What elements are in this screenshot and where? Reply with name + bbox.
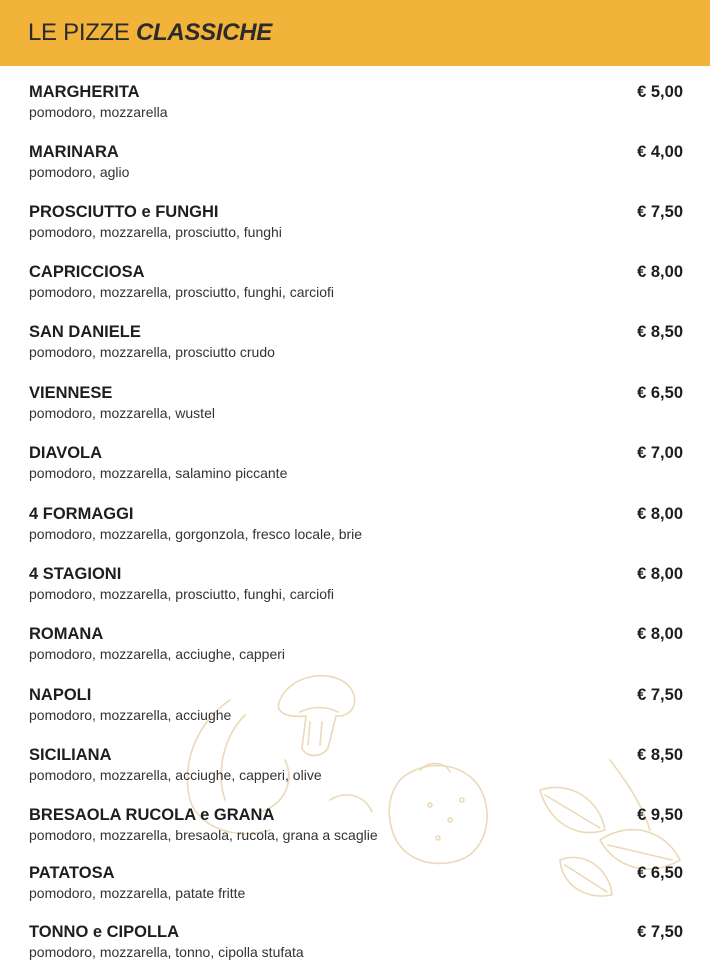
item-price: € 4,00 — [637, 143, 683, 161]
title-bold: CLASSICHE — [136, 19, 272, 46]
item-description: pomodoro, mozzarella, acciughe, capperi — [29, 646, 286, 662]
menu-item-bresaola-rucola-grana — [29, 805, 683, 849]
item-price: € 6,50 — [637, 384, 683, 402]
item-name: MARGHERITA — [29, 83, 140, 101]
item-price: € 8,00 — [637, 625, 683, 643]
item-price: € 7,50 — [637, 203, 683, 221]
item-name: ROMANA — [29, 625, 104, 643]
item-price: € 6,50 — [637, 864, 683, 882]
item-price: € 8,00 — [637, 565, 683, 583]
title-plain: LE PIZZE — [28, 19, 136, 46]
item-price: € 7,00 — [637, 444, 683, 462]
menu-item-4-stagioni — [29, 564, 683, 608]
item-description: pomodoro, aglio — [29, 164, 130, 180]
menu-item-4-formaggi — [29, 504, 683, 548]
item-name: NAPOLI — [29, 686, 92, 704]
menu-item-napoli — [29, 685, 683, 729]
item-name: BRESAOLA RUCOLA e GRANA — [29, 806, 275, 824]
item-name: MARINARA — [29, 143, 119, 161]
item-description: pomodoro, mozzarella, prosciutto, funghi — [29, 224, 282, 240]
menu-item-marinara — [29, 142, 683, 186]
item-description: pomodoro, mozzarella, tonno, cipolla stufata — [29, 944, 304, 960]
item-description: pomodoro, mozzarella, prosciutto, funghi, carciofi — [29, 586, 335, 602]
item-price: € 8,00 — [637, 505, 683, 523]
item-price: € 8,50 — [637, 746, 683, 764]
menu-item-diavola — [29, 443, 683, 487]
menu-item-capricciosa — [29, 262, 683, 306]
item-description: pomodoro, mozzarella, gorgonzola, fresco locale, brie — [29, 526, 363, 542]
menu-item-margherita — [29, 82, 683, 126]
item-price: € 8,00 — [637, 263, 683, 281]
item-name: DIAVOLA — [29, 444, 103, 462]
item-name: PATATOSA — [29, 864, 115, 882]
menu-item-romana — [29, 624, 683, 668]
item-name: PROSCIUTTO e FUNGHI — [29, 203, 219, 221]
item-description: pomodoro, mozzarella, acciughe, capperi, olive — [29, 767, 322, 783]
item-description: pomodoro, mozzarella, prosciutto, funghi, carciofi — [29, 284, 335, 300]
item-price: € 7,50 — [637, 923, 683, 941]
menu-item-tonno-cipolla — [29, 922, 683, 966]
item-name: 4 FORMAGGI — [29, 505, 134, 523]
item-name: VIENNESE — [29, 384, 113, 402]
item-description: pomodoro, mozzarella, prosciutto crudo — [29, 344, 275, 360]
item-price: € 9,50 — [637, 806, 683, 824]
item-description: pomodoro, mozzarella — [29, 104, 168, 120]
item-description: pomodoro, mozzarella, patate fritte — [29, 885, 246, 901]
item-name: CAPRICCIOSA — [29, 263, 145, 281]
menu-item-siciliana — [29, 745, 683, 789]
item-name: TONNO e CIPOLLA — [29, 923, 180, 941]
item-price: € 7,50 — [637, 686, 683, 704]
item-price: € 5,00 — [637, 83, 683, 101]
item-description: pomodoro, mozzarella, acciughe — [29, 707, 232, 723]
item-description: pomodoro, mozzarella, salamino piccante — [29, 465, 288, 481]
item-name: SICILIANA — [29, 746, 112, 764]
menu-item-san-daniele — [29, 322, 683, 366]
item-description: pomodoro, mozzarella, wustel — [29, 405, 215, 421]
item-name: 4 STAGIONI — [29, 565, 122, 583]
item-name: SAN DANIELE — [29, 323, 141, 341]
menu-item-patatosa — [29, 863, 683, 907]
item-description: pomodoro, mozzarella, bresaola, rucola, grana a scaglie — [29, 827, 378, 843]
menu-item-viennese — [29, 383, 683, 427]
item-price: € 8,50 — [637, 323, 683, 341]
menu-item-prosciutto-funghi — [29, 202, 683, 246]
